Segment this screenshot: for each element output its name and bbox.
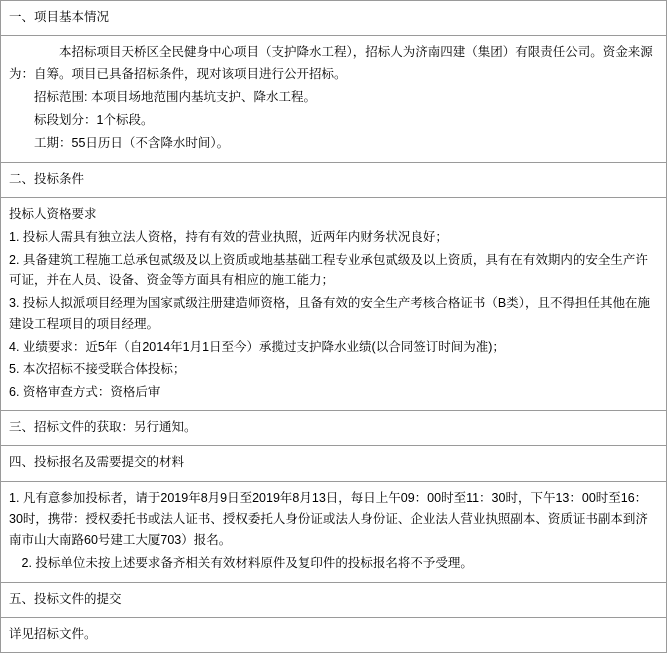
section-heading-text: 三、招标文件的获取：另行通知。	[9, 419, 197, 434]
paragraph-lot-division: 标段划分：1个标段。	[34, 113, 154, 128]
section-body-project-overview	[1, 36, 666, 162]
paragraph-qualification-3: 3. 投标人拟派项目经理为国家贰级注册建造师资格，且备有效的安全生产考核合格证书（B类），且不得担任其他在施建设工程项目的项目经理。	[9, 296, 650, 331]
paragraph-qualification-2: 2. 具备建筑工程施工总承包贰级及以上资质或地基基础工程专业承包贰级及以上资质，具有在有效期内的安全生产许可证，并在人员、设备、资金等方面具有相应的施工能力；	[9, 252, 648, 288]
section-heading-tender-documents	[1, 411, 666, 446]
section-body-registration	[1, 482, 666, 583]
paragraph-qualification-1: 1. 投标人需具有独立法人资格，持有有效的营业执照，近两年内财务状况良好；	[9, 229, 448, 244]
paragraph-registration-2: 2. 投标单位未按上述要求备齐相关有效材料原件及复印件的投标报名将不予受理。	[21, 556, 473, 571]
paragraph-registration-1: 1. 凡有意参加投标者，请于2019年8月9日至2019年8月13日，每日上午09：00时至11：30时，下午13：00时至16：30时，携带：授权委托书或法人证书、授权委托人身份证或法人身份证、企业法人营业执照副本、资质证书副本到济南市山大南路60号建工大厦703）报名。	[9, 490, 648, 547]
section-heading-text: 一、项目基本情况	[9, 10, 110, 24]
paragraph-qualification-5: 5. 本次招标不接受联合体投标；	[9, 362, 186, 377]
paragraph-qualification-4: 4. 业绩要求：近5年（自2014年1月1日至今）承揽过支护降水业绩(以合同签订时间为准)；	[9, 339, 505, 354]
paragraph-duration: 工期：55日历日（不含降水时间）。	[34, 136, 230, 151]
section-body-bid-submission	[1, 618, 666, 653]
section-heading-project-overview	[1, 1, 666, 36]
paragraph-qualification-6: 6. 资格审查方式：资格后审	[9, 385, 161, 399]
section-heading-bid-submission	[1, 583, 666, 618]
paragraph-project-intro: 本招标项目天桥区全民健身中心项目（支护降水工程），招标人为济南四建（集团）有限责任公司。资金来源为：自筹。项目已具备招标条件，现对该项目进行公开招标。	[9, 45, 653, 81]
paragraph-bid-scope: 招标范围: 本项目场地范围内基坑支护、降水工程。	[34, 89, 316, 104]
section-body-bid-conditions	[1, 198, 666, 411]
section-heading-text: 二、投标条件	[9, 171, 85, 186]
section-heading-bid-conditions	[1, 163, 666, 198]
section-heading-text: 五、投标文件的提交	[9, 591, 122, 606]
section-heading-registration	[1, 446, 666, 481]
section-heading-text: 四、投标报名及需要提交的材料	[9, 455, 185, 470]
paragraph-qualification-title: 投标人资格要求	[9, 207, 97, 221]
paragraph-submission-note: 详见招标文件。	[9, 626, 97, 641]
